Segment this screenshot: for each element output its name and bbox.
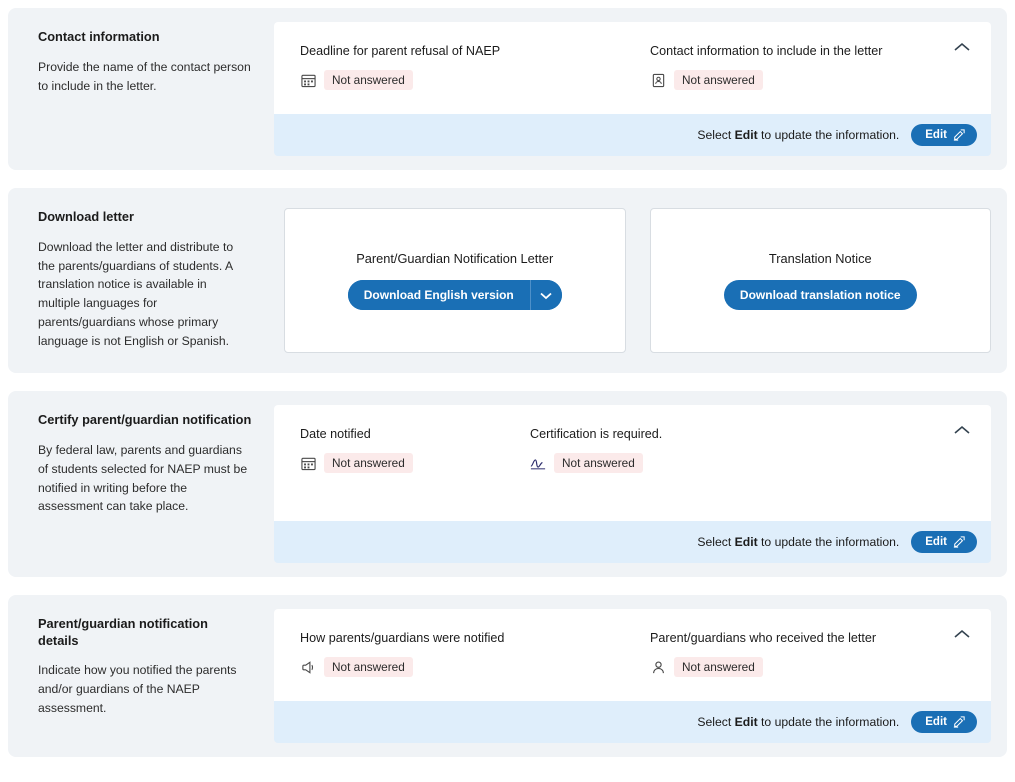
section-title: Certify parent/guardian notification (38, 412, 252, 428)
section-description-column (24, 405, 274, 563)
status-badge: Not answered (324, 453, 413, 473)
section-content-column (274, 405, 991, 563)
calendar-icon (300, 455, 316, 471)
field-who-received-letter (650, 631, 906, 680)
megaphone-icon (300, 659, 316, 675)
section-description: Indicate how you notified the parents and/or guardians of the NAEP assessment. (38, 663, 237, 716)
field-date-notified (300, 427, 530, 476)
edit-button-label: Edit (925, 129, 947, 141)
section-download-letter (8, 188, 1007, 373)
panel-footer (274, 701, 991, 743)
status-badge: Not answered (554, 453, 643, 473)
edit-button[interactable] (911, 124, 977, 146)
section-certify-parent-guardian-notification (8, 391, 1007, 577)
field-label: Parent/guardians who received the letter (650, 631, 877, 646)
edit-button[interactable] (911, 711, 977, 733)
footer-hint: Select Edit to update the information. (697, 715, 900, 730)
download-english-version-split-button[interactable] (348, 280, 562, 310)
field-value (300, 453, 413, 473)
download-card-parent-guardian-letter (284, 208, 626, 353)
panel-contact-information (274, 22, 991, 114)
section-content-column (274, 22, 991, 156)
chevron-up-icon[interactable] (949, 621, 975, 647)
status-badge: Not answered (674, 657, 763, 677)
field-list (300, 427, 965, 476)
field-value (530, 453, 643, 473)
edit-button[interactable] (911, 531, 977, 553)
panel-footer (274, 114, 991, 156)
status-badge: Not answered (324, 657, 413, 677)
field-value (650, 70, 763, 90)
field-value (300, 70, 413, 90)
section-description-column (24, 609, 274, 743)
contact-card-icon (650, 72, 666, 88)
section-description: Provide the name of the contact person to include in the letter. (38, 59, 251, 93)
field-value (650, 657, 763, 677)
section-contact-information (8, 8, 1007, 170)
section-parent-guardian-notification-details (8, 595, 1007, 757)
download-english-version-button[interactable]: Download English version (348, 280, 530, 310)
field-label: Date notified (300, 427, 371, 442)
status-badge: Not answered (674, 70, 763, 90)
edit-pencil-icon (953, 536, 965, 548)
field-label: Certification is required. (530, 427, 663, 442)
download-translation-notice-button[interactable]: Download translation notice (724, 280, 917, 310)
download-card-title: Translation Notice (768, 251, 872, 267)
edit-button-label: Edit (925, 536, 947, 549)
field-how-notified (300, 631, 650, 680)
download-card-translation-notice (650, 208, 992, 353)
section-description: By federal law, parents and guardians of students selected for NAEP must be notified in writing before the assessment can take place. (38, 442, 248, 514)
section-title: Parent/guardian notification details (38, 616, 208, 648)
section-description-column (24, 202, 274, 359)
footer-hint: Select Edit to update the information. (697, 535, 900, 550)
panel-notification-details (274, 609, 991, 701)
section-description: Download the letter and distribute to the parents/guardians of students. A translation notice is available in multiple languages for parents/guardians whose primary language is not English or Spanish. (38, 239, 234, 349)
section-description-column (24, 22, 274, 156)
panel-footer (274, 521, 991, 563)
footer-hint: Select Edit to update the information. (697, 128, 900, 142)
person-icon (650, 659, 666, 675)
chevron-up-icon[interactable] (949, 34, 975, 60)
status-badge: Not answered (324, 70, 413, 90)
field-value (300, 657, 413, 677)
field-label: How parents/guardians were notified (300, 631, 505, 646)
panel-certify-notification (274, 405, 991, 521)
chevron-up-icon[interactable] (949, 417, 975, 443)
section-title: Contact information (38, 29, 160, 44)
edit-button-label: Edit (925, 716, 947, 729)
signature-icon (530, 455, 546, 471)
field-label: Deadline for parent refusal of NAEP (300, 44, 501, 58)
section-content-column (274, 609, 991, 743)
download-cards (274, 202, 991, 359)
section-title: Download letter (38, 209, 134, 224)
field-certification-required (530, 427, 692, 476)
calendar-icon (300, 72, 316, 88)
field-list (300, 44, 965, 93)
field-contact-information (650, 44, 912, 93)
edit-pencil-icon (953, 716, 965, 728)
edit-pencil-icon (953, 129, 965, 141)
field-label: Contact information to include in the letter (650, 44, 883, 58)
download-card-title: Parent/Guardian Notification Letter (356, 251, 554, 267)
chevron-down-icon[interactable] (530, 280, 562, 310)
field-list (300, 631, 965, 680)
field-deadline-parent-refusal (300, 44, 650, 93)
